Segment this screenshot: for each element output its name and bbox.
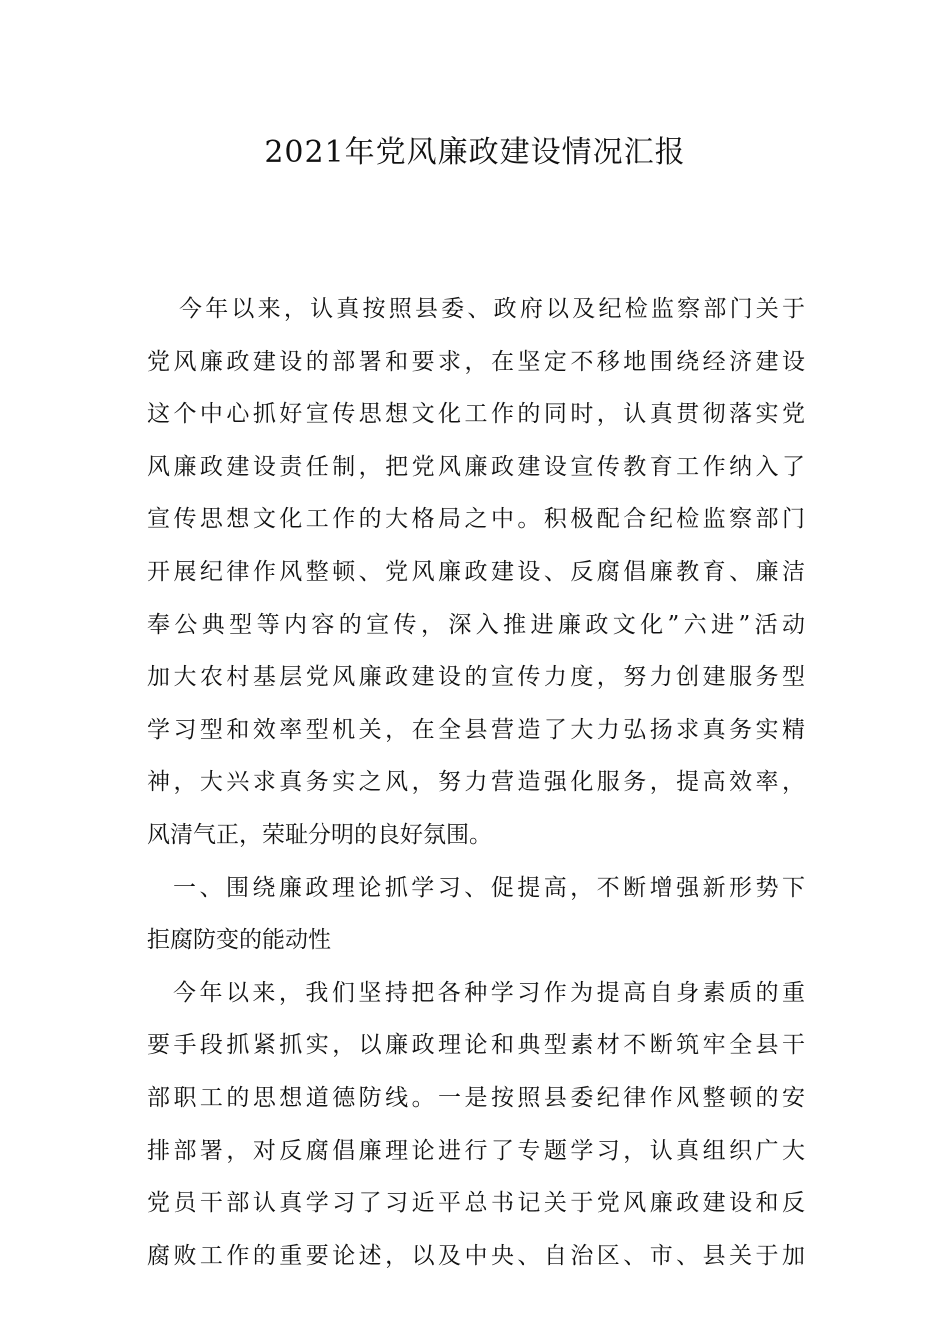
paragraph-line: 宣传思想文化工作的大格局之中。积极配合纪检监察部门	[147, 506, 805, 533]
paragraph-line: 今年以来，认真按照县委、政府以及纪检监察部门关于	[179, 296, 805, 322]
paragraph-line: 这个中心抓好宣传思想文化工作的同时，认真贯彻落实党	[147, 401, 805, 428]
paragraph-line: 学习型和效率型机关，在全县营造了大力弘扬求真务实精	[147, 716, 805, 743]
paragraph-line: 奉公典型等内容的宣传，深入推进廉政文化”六进”活动	[147, 611, 805, 638]
paragraph-line: 加大农村基层党风廉政建设的宣传力度，努力创建服务型	[147, 664, 805, 691]
paragraph-line: 党员干部认真学习了习近平总书记关于党风廉政建设和反	[147, 1190, 805, 1217]
paragraph-line: 要手段抓紧抓实，以廉政理论和典型素材不断筑牢全县干	[147, 1032, 805, 1059]
paragraph-line: 排部署，对反腐倡廉理论进行了专题学习，认真组织广大	[147, 1137, 805, 1164]
document-title: 2021年党风廉政建设情况汇报	[264, 135, 686, 170]
paragraph-line: 神，大兴求真务实之风，努力营造强化服务，提高效率，	[147, 769, 805, 796]
section-heading-line: 拒腐防变的能动性	[147, 927, 331, 954]
paragraph-line: 部职工的思想道德防线。一是按照县委纪律作风整顿的安	[147, 1084, 805, 1111]
paragraph-line: 今年以来，我们坚持把各种学习作为提高自身素质的重	[173, 979, 805, 1006]
document-body	[147, 283, 805, 1282]
paragraph-line: 党风廉政建设的部署和要求，在坚定不移地围绕经济建设	[147, 348, 805, 375]
paragraph-line: 风清气正，荣耻分明的良好氛围。	[147, 821, 492, 848]
section-heading-line: 一、围绕廉政理论抓学习、促提高，不断增强新形势下	[173, 874, 805, 901]
paragraph-line: 腐败工作的重要论述，以及中央、自治区、市、县关于加	[147, 1242, 805, 1269]
paragraph-line: 开展纪律作风整顿、党风廉政建设、反腐倡廉教育、廉洁	[147, 558, 805, 585]
paragraph-line: 风廉政建设责任制，把党风廉政建设宣传教育工作纳入了	[147, 453, 805, 480]
